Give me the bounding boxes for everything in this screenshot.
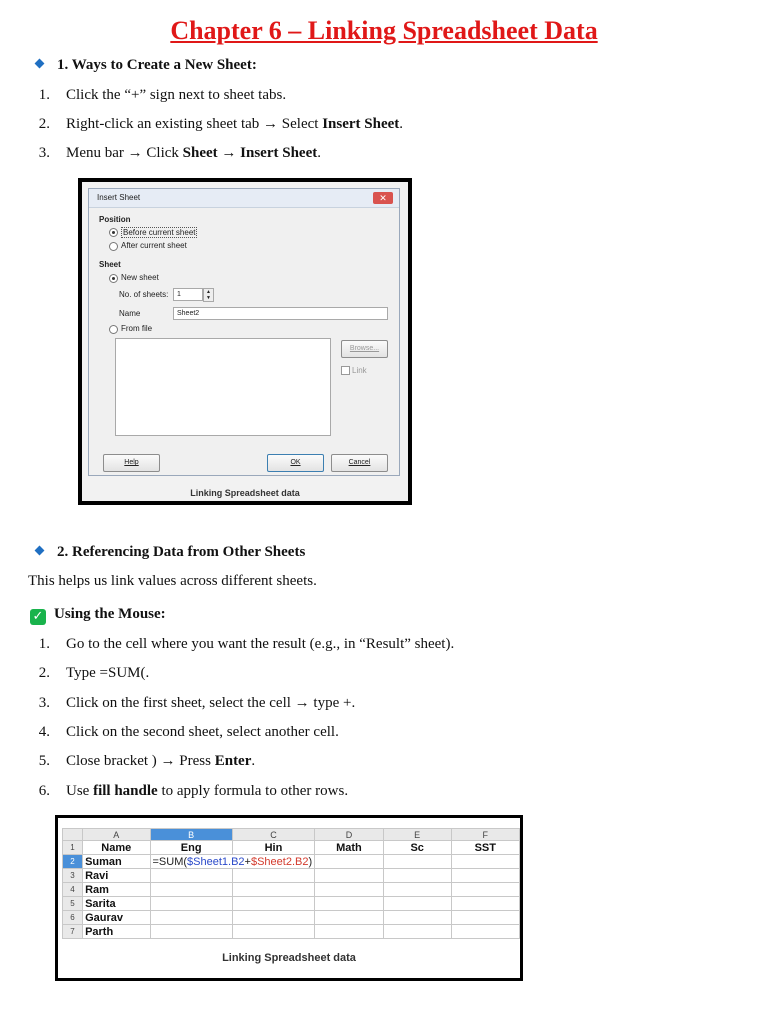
row-number[interactable]: 2	[63, 855, 83, 869]
cell-header-sc[interactable]: Sc	[383, 841, 451, 855]
step-number: 1.	[38, 636, 50, 652]
step-bold-text: Sheet	[182, 145, 218, 161]
cell[interactable]	[383, 855, 451, 869]
cell[interactable]	[315, 869, 384, 883]
mouse-heading-text: Using the Mouse:	[54, 606, 166, 622]
formula-prefix: =SUM(	[152, 855, 188, 868]
corner-cell[interactable]	[63, 829, 83, 841]
s2-step-1	[26, 636, 454, 653]
col-header-b[interactable]: B	[150, 829, 232, 841]
cell-name[interactable]: Parth	[83, 925, 150, 939]
step-text: Use	[66, 783, 94, 799]
cell[interactable]	[451, 925, 519, 939]
section1-heading-text: 1. Ways to Create a New Sheet:	[57, 57, 257, 73]
step-text: Type =SUM(.	[66, 665, 150, 681]
radio-new-sheet-label: New sheet	[121, 273, 159, 282]
cell[interactable]	[451, 897, 519, 911]
table-row	[63, 841, 520, 855]
s1-step-3	[26, 145, 321, 162]
section2-heading	[36, 544, 305, 561]
cell[interactable]	[451, 911, 519, 925]
step-text: Click on the first sheet, select the cell → type +.	[66, 695, 356, 711]
col-header-a[interactable]: A	[83, 829, 150, 841]
cell[interactable]	[150, 925, 232, 939]
sheet-label: Sheet	[99, 260, 121, 269]
section2-intro: This helps us link values across different sheets.	[28, 573, 317, 589]
diamond-bullet-icon	[35, 59, 45, 69]
cell[interactable]	[315, 883, 384, 897]
row-number[interactable]: 4	[63, 883, 83, 897]
insert-sheet-figure	[78, 178, 412, 505]
radio-from-file[interactable]	[109, 325, 118, 334]
formula-suffix: )	[308, 855, 313, 868]
cell[interactable]	[383, 883, 451, 897]
spreadsheet-figure	[55, 815, 523, 981]
radio-before-label: Before current sheet	[123, 228, 196, 237]
insert-sheet-dialog	[88, 188, 400, 476]
cell-name[interactable]: Ravi	[83, 869, 150, 883]
step-number: 2.	[38, 116, 50, 132]
radio-from-file-label: From file	[121, 324, 153, 333]
position-label: Position	[99, 215, 131, 224]
step-text-end: to apply formula to other rows.	[157, 783, 349, 799]
s2-step-6	[26, 783, 348, 800]
cell[interactable]	[315, 911, 384, 925]
s1-step-2	[26, 116, 403, 133]
table-row	[63, 925, 520, 939]
table-row	[63, 883, 520, 897]
s1-step-1	[26, 87, 286, 104]
dialog-titlebar	[89, 189, 399, 208]
row-number[interactable]: 6	[63, 911, 83, 925]
step-text-end: .	[317, 145, 321, 161]
cell-header-name[interactable]: Name	[83, 841, 150, 855]
cell[interactable]	[232, 883, 314, 897]
step-number: 5.	[38, 753, 50, 769]
step-text: Click the “+” sign next to sheet tabs.	[66, 87, 287, 103]
no-sheets-label: No. of sheets:	[119, 290, 169, 299]
ok-button[interactable]: OK	[267, 454, 324, 472]
cell[interactable]	[451, 869, 519, 883]
cell[interactable]	[383, 925, 451, 939]
link-checkbox[interactable]	[341, 366, 350, 375]
cell[interactable]	[232, 911, 314, 925]
cell[interactable]	[315, 855, 384, 869]
step-text-end: .	[251, 753, 256, 769]
s2-step-5	[26, 753, 255, 770]
file-list-box[interactable]	[115, 338, 331, 436]
link-label: Link	[352, 366, 367, 375]
cell-header-eng[interactable]: Eng	[150, 841, 232, 855]
s2-step-3	[26, 695, 355, 712]
step-bold-text: Insert Sheet	[322, 116, 400, 132]
formula-ref-sheet2: $Sheet2.B2	[250, 855, 309, 868]
cell-name[interactable]: Suman	[83, 855, 150, 869]
radio-before[interactable]	[109, 228, 118, 237]
cell[interactable]	[150, 897, 232, 911]
step-text-end: .	[399, 116, 404, 132]
cell[interactable]	[150, 869, 232, 883]
close-icon[interactable]: ✕	[373, 192, 393, 204]
cell-name[interactable]: Sarita	[83, 897, 150, 911]
radio-new-sheet[interactable]	[109, 274, 118, 283]
step-text: Right-click an existing sheet tab → Select	[66, 116, 323, 132]
col-header-c[interactable]: C	[232, 829, 314, 841]
dialog-title: Insert Sheet	[97, 193, 141, 202]
step-number: 3.	[38, 145, 50, 161]
spin-stepper[interactable]: ▲ ▼	[203, 288, 214, 302]
cell[interactable]	[315, 925, 384, 939]
radio-after[interactable]	[109, 242, 118, 251]
cell-name[interactable]: Ram	[83, 883, 150, 897]
cancel-button[interactable]: Cancel	[331, 454, 388, 472]
section2-heading-text: 2. Referencing Data from Other Sheets	[57, 544, 306, 560]
row-number[interactable]: 7	[63, 925, 83, 939]
name-field[interactable]: Sheet2	[173, 307, 388, 320]
step-text: Menu bar → Click	[66, 145, 183, 161]
step-number: 2.	[38, 665, 50, 681]
section1-heading	[36, 57, 257, 74]
cell[interactable]	[232, 869, 314, 883]
step-number: 3.	[38, 695, 50, 711]
col-header-d[interactable]: D	[315, 829, 384, 841]
step-bold-text: Enter	[214, 753, 252, 769]
step-text: Click on the second sheet, select another cell.	[66, 724, 339, 740]
cell[interactable]	[451, 855, 519, 869]
row-number[interactable]: 5	[63, 897, 83, 911]
cell-header-sst[interactable]: SST	[451, 841, 519, 855]
row-number[interactable]: 3	[63, 869, 83, 883]
figure1-caption: Linking Spreadsheet data	[190, 488, 300, 498]
col-header-f[interactable]: F	[451, 829, 519, 841]
cell[interactable]	[232, 925, 314, 939]
cell[interactable]	[150, 883, 232, 897]
step-number: 6.	[38, 783, 50, 799]
table-row	[63, 855, 520, 869]
cell-header-hin[interactable]: Hin	[232, 841, 314, 855]
table-row	[63, 869, 520, 883]
cell[interactable]	[383, 869, 451, 883]
step-text: Go to the cell where you want the result (e.g., in “Result” sheet).	[66, 636, 455, 652]
s2-step-4	[26, 724, 339, 741]
formula-ref-sheet1: $Sheet1.B2	[187, 855, 245, 868]
step-text: Close bracket ) → Press	[66, 753, 215, 769]
step-number: 4.	[38, 724, 50, 740]
check-mark-icon: ✓	[30, 609, 46, 625]
page-title: Chapter 6 – Linking Spreadsheet Data	[170, 16, 598, 45]
help-button[interactable]: Help	[103, 454, 160, 472]
cell[interactable]	[451, 883, 519, 897]
radio-after-label: After current sheet	[121, 241, 187, 250]
cell[interactable]	[150, 911, 232, 925]
col-header-e[interactable]: E	[383, 829, 451, 841]
mouse-heading	[30, 606, 166, 625]
step-bold-text: fill handle	[93, 783, 158, 799]
formula-plus: +	[244, 855, 251, 868]
cell-header-math[interactable]: Math	[315, 841, 384, 855]
column-header-row	[63, 829, 520, 841]
formula-cell[interactable]	[150, 855, 315, 869]
step-number: 1.	[38, 87, 50, 103]
cell[interactable]	[383, 897, 451, 911]
spreadsheet-grid	[62, 828, 520, 939]
no-sheets-field[interactable]: 1	[173, 288, 203, 301]
s2-step-2	[26, 665, 149, 682]
figure2-caption: Linking Spreadsheet data	[222, 952, 356, 964]
cell[interactable]	[232, 897, 314, 911]
row-number[interactable]: 1	[63, 841, 83, 855]
table-row	[63, 897, 520, 911]
cell-name[interactable]: Gaurav	[83, 911, 150, 925]
step-text-mid: →	[217, 145, 241, 161]
name-label: Name	[119, 309, 141, 318]
table-row	[63, 911, 520, 925]
cell[interactable]	[315, 897, 384, 911]
step-bold-text-2: Insert Sheet	[240, 145, 318, 161]
cell[interactable]	[383, 911, 451, 925]
browse-button[interactable]: Browse...	[341, 340, 388, 358]
diamond-bullet-icon	[35, 546, 45, 556]
